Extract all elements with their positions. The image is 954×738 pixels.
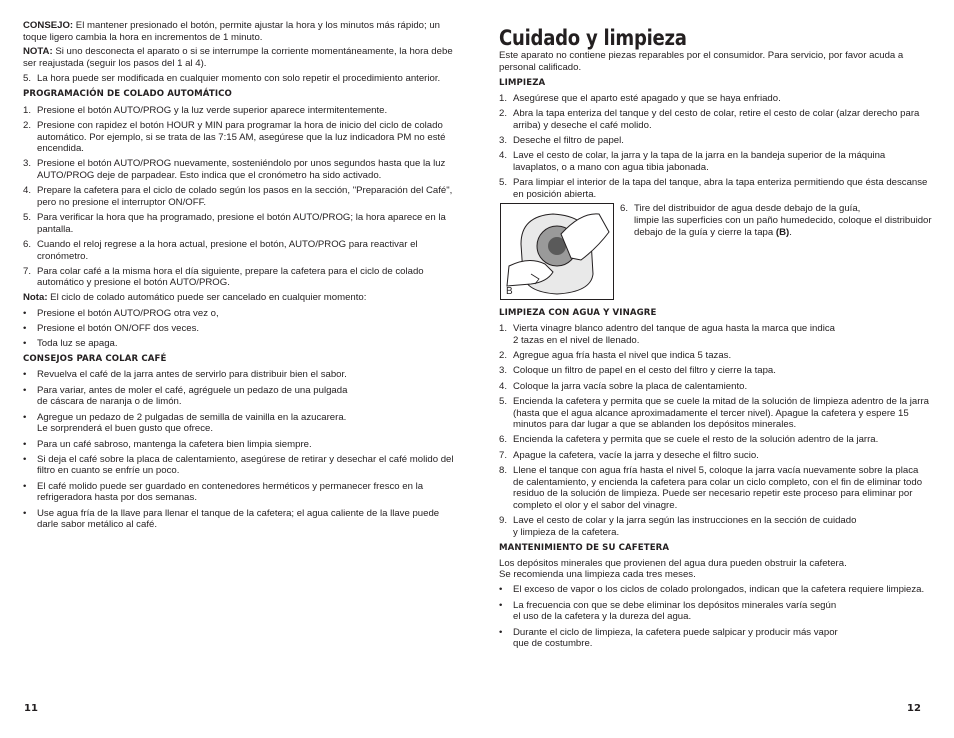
numbered-step xyxy=(499,465,931,511)
bold-text: CONSEJO: xyxy=(23,20,74,31)
paragraph xyxy=(23,20,457,43)
list-marker: • xyxy=(23,453,27,465)
list-marker: 4. xyxy=(499,380,508,392)
bullet-item xyxy=(499,584,931,596)
text-run: 2 tazas en el nivel de llenado. xyxy=(513,334,640,346)
list-marker: 5. xyxy=(499,177,508,189)
text-run: Coloque la jarra vacía sobre la placa de calentamiento. xyxy=(513,380,748,392)
cleaning-illustration-icon xyxy=(501,204,613,299)
bullet-item xyxy=(499,600,931,623)
list-marker: 1. xyxy=(23,104,32,116)
text-run: Para limpiar el interior de la tapa del tanque, abra la tapa enteriza permitiendo que ésta descanse en posición abierta. xyxy=(513,177,928,200)
numbered-step xyxy=(499,108,931,131)
list-item-text xyxy=(513,515,856,538)
bullet-item xyxy=(23,369,457,381)
page-number-left: 11 xyxy=(24,703,38,714)
list-marker: 3. xyxy=(499,135,508,147)
text-run: Si uno desconecta el aparato o si se interrumpe la corriente momentáneamente, la hora debe ser reajustada (seguir los pasos del 1 al 4). xyxy=(23,46,453,69)
left-page-column xyxy=(23,0,457,531)
text-run: El café molido puede ser guardado en contenedores herméticos y permanecer fresco en la refrigeradora hasta por dos semanas. xyxy=(37,480,424,504)
list-marker: 5. xyxy=(23,212,32,224)
list-item-text xyxy=(37,385,347,408)
section-title: Cuidado y limpieza xyxy=(499,26,687,50)
list-marker: 6. xyxy=(620,203,629,215)
numbered-step xyxy=(23,105,457,117)
text-run: Para colar café a la misma hora el día siguiente, prepare la cafetera para el ciclo de colado automático y presione el botón AUTO/PROG. xyxy=(37,265,424,289)
list-item-text xyxy=(513,465,922,511)
list-marker: • xyxy=(23,384,27,396)
section-heading: CONSEJOS PARA COLAR CAFÉ xyxy=(23,354,167,365)
bold-text: Nota: xyxy=(23,292,48,304)
text-run: Agregue agua fría hasta el nivel que indica 5 tazas. xyxy=(513,350,732,362)
bullet-item xyxy=(23,481,457,504)
text-run: y limpieza de la cafetera. xyxy=(513,526,620,538)
list-item-text xyxy=(513,177,927,200)
page-number-right: 12 xyxy=(907,703,921,714)
numbered-step xyxy=(499,150,931,173)
list-marker: • xyxy=(23,480,27,492)
numbered-step xyxy=(23,120,457,155)
bullet-item xyxy=(23,439,457,451)
bullet-item xyxy=(23,385,457,408)
list-item-text xyxy=(37,185,452,208)
paragraph xyxy=(23,46,457,69)
list-marker: 1. xyxy=(499,92,508,104)
numbered-step xyxy=(23,158,457,181)
list-item-text xyxy=(37,212,446,235)
list-item-text xyxy=(513,627,838,650)
section-heading: LIMPIEZA xyxy=(499,77,546,88)
text-run: Deseche el filtro de papel. xyxy=(513,135,624,147)
text-run: Apague la cafetera, vacíe la jarra y deseche el filtro sucio. xyxy=(513,449,759,461)
numbered-step xyxy=(499,323,931,346)
list-item-text xyxy=(513,150,885,173)
text-run: Para verificar la hora que ha programado, presione el botón AUTO/PROG; la hora aparece en la pantalla. xyxy=(37,212,446,235)
text-run: Lave el cesto de colar y la jarra según las instrucciones en la sección de cuidado xyxy=(513,515,857,527)
text-run: Revuelva el café de la jarra antes de servirlo para distribuir bien el sabor. xyxy=(37,369,347,381)
list-item-text xyxy=(513,600,836,623)
text-run: Los depósitos minerales que provienen del agua dura pueden obstruir la cafetera. xyxy=(499,557,847,569)
text-run: Si deja el café sobre la placa de calentamiento, asegúrese de retirar y desechar el café molido del filtro en cuanto se enfríe un poco. xyxy=(37,453,454,477)
list-item-text xyxy=(37,308,219,319)
text-run: Este aparato no contiene piezas reparables por el consumidor. Para servicio, por favor acuda a personal calificado. xyxy=(499,50,904,73)
text-run: Lave el cesto de colar, la jarra y la tapa de la jarra en la bandeja superior de la máquina lavaplatos, o a mano con agua tibia jabonada. xyxy=(513,150,886,173)
list-marker: 7. xyxy=(499,449,508,461)
text-run: Presione el botón AUTO/PROG otra vez o, xyxy=(37,307,219,319)
paragraph xyxy=(499,558,931,581)
text-run: limpie las superficies con un paño humedecido, coloque el distribuidor debajo de la guía y cierre la tapa xyxy=(634,215,932,238)
list-item-text xyxy=(513,135,624,146)
bullet-item xyxy=(23,508,457,531)
numbered-step xyxy=(23,266,457,289)
list-marker: • xyxy=(23,322,27,334)
text-run: Coloque un filtro de papel en el cesto del filtro y cierre la tapa. xyxy=(513,365,776,377)
figure-b-illustration xyxy=(500,203,614,300)
paragraph xyxy=(499,50,931,73)
list-item-text xyxy=(37,158,445,181)
list-marker: • xyxy=(499,599,503,611)
bullet-item xyxy=(499,627,931,650)
text-run: El mantener presionado el botón, permite ajustar la hora y los minutos más rápido; un toque ligero cambia la hora en incrementos de 1 minuto. xyxy=(23,20,441,43)
list-item-text xyxy=(513,450,759,461)
paragraph xyxy=(23,292,457,304)
numbered-step xyxy=(620,203,932,238)
figure-label: B xyxy=(506,285,513,297)
list-marker: • xyxy=(499,626,503,638)
list-item-text xyxy=(513,434,878,445)
numbered-step xyxy=(499,396,931,431)
text-run: La hora puede ser modificada en cualquier momento con solo repetir el procedimiento anterior. xyxy=(37,73,441,85)
list-item-text xyxy=(37,73,440,84)
list-item-text xyxy=(513,365,776,376)
list-item-text xyxy=(37,266,424,289)
numbered-step xyxy=(499,381,931,393)
list-marker: 7. xyxy=(23,265,32,277)
text-run: Encienda la cafetera y permita que se cuele la mitad de la solución de limpieza adentro de la jarra (hasta que el agua alcance aproximadamente el tercer nivel). Apague la cafetera y espere 15 minutos para dar lugar a que se ablanden los depósitos minerales. xyxy=(513,395,929,431)
text-run: Presione el botón ON/OFF dos veces. xyxy=(37,322,200,334)
list-item-text xyxy=(634,203,932,237)
list-item-text xyxy=(37,412,346,435)
text-run: Cuando el reloj regrese a la hora actual, presione el botón, AUTO/PROG para reactivar el cronómetro. xyxy=(37,239,418,262)
list-item-text xyxy=(37,454,454,477)
text-run: Se recomienda una limpieza cada tres meses. xyxy=(499,569,696,581)
section-heading: MANTENIMIENTO DE SU CAFETERA xyxy=(499,542,670,553)
bullet-item xyxy=(23,323,457,335)
text-run: Prepare la cafetera para el ciclo de colado según los pasos en la sección, "Preparación del Café", pero no presione el interruptor ON/OFF. xyxy=(37,185,453,208)
list-marker: • xyxy=(23,307,27,319)
list-item-text xyxy=(513,350,731,361)
list-item-text xyxy=(513,323,835,346)
list-marker: 3. xyxy=(499,365,508,377)
list-item-text xyxy=(37,481,423,504)
cleaning-intro xyxy=(499,50,931,200)
text-run: Presione con rapidez el botón HOUR y MIN para programar la hora de inicio del ciclo de colado automático. Por ejemplo, si se trata de las 7:15 AM, asegúrese que la luz indicadora PM no esté encendida. xyxy=(37,119,446,155)
numbered-step xyxy=(23,185,457,208)
text-run: Vierta vinagre blanco adentro del tanque de agua hasta la marca que indica xyxy=(513,323,835,335)
list-marker: • xyxy=(23,338,27,350)
numbered-step xyxy=(499,450,931,462)
numbered-step xyxy=(499,515,931,538)
bullet-item xyxy=(23,454,457,477)
numbered-step xyxy=(499,434,931,446)
list-item-text xyxy=(513,584,924,595)
text-run: Use agua fría de la llave para llenar el tanque de la cafetera; el agua caliente de la llave puede darle sabor metálico al café. xyxy=(37,507,440,531)
list-marker: 4. xyxy=(499,150,508,162)
bold-text: NOTA: xyxy=(23,46,53,58)
numbered-step xyxy=(499,93,931,105)
list-marker: 5. xyxy=(23,73,32,85)
text-run: El exceso de vapor o los ciclos de colado prolongados, indican que la cafetera requiere limpieza. xyxy=(513,584,925,596)
list-marker: • xyxy=(23,507,27,519)
list-marker: 6. xyxy=(499,434,508,446)
text-run: Encienda la cafetera y permita que se cuele el resto de la solución adentro de la jarra. xyxy=(513,434,879,446)
text-run: Presione el botón AUTO/PROG y la luz verde superior aparece intermitentemente. xyxy=(37,104,388,116)
list-marker: 2. xyxy=(499,350,508,362)
numbered-step xyxy=(23,212,457,235)
list-item-text xyxy=(37,120,446,154)
text-run: Toda luz se apaga. xyxy=(37,338,118,350)
vinegar-cleaning-and-maintenance xyxy=(499,308,931,650)
list-marker: 6. xyxy=(23,239,32,250)
text-run: Le sorprenderá el buen gusto que ofrece. xyxy=(37,423,214,435)
list-marker: 3. xyxy=(23,158,32,170)
list-marker: 9. xyxy=(499,515,508,527)
section-heading: LIMPIEZA CON AGUA Y VINAGRE xyxy=(499,307,657,318)
text-run: Tire del distribuidor de agua desde debajo de la guía, xyxy=(634,203,861,215)
numbered-step xyxy=(499,177,931,200)
list-marker: 2. xyxy=(23,119,32,131)
numbered-step xyxy=(499,365,931,377)
figure-row xyxy=(499,203,931,303)
text-run: Presione el botón AUTO/PROG nuevamente, sosteniéndolo por unos segundos hasta que la luz AUTO/PROG deje de parpadear. Esto indica que el cronómetro ha sido activado. xyxy=(37,158,446,181)
text-run: el uso de la cafetera y la dureza del agua. xyxy=(513,611,692,623)
text-run: Para un café sabroso, mantenga la cafetera bien limpia siempre. xyxy=(37,438,312,450)
list-item-text xyxy=(513,108,919,131)
list-marker: • xyxy=(23,411,27,423)
list-marker: 4. xyxy=(23,185,32,197)
list-item-text xyxy=(37,369,347,380)
list-item-text xyxy=(37,439,312,450)
list-item-text xyxy=(513,93,781,104)
text-run: Para variar, antes de moler el café, agréguele un pedazo de una pulgada xyxy=(37,384,348,396)
list-marker: • xyxy=(499,584,503,596)
numbered-step xyxy=(499,350,931,362)
list-item-text xyxy=(37,323,199,334)
list-item-text xyxy=(37,338,118,349)
text-run: Llene el tanque con agua fría hasta el nivel 5, coloque la jarra vacía nuevamente sobre la placa de calentamiento, y encienda la cafetera para colar un ciclo completo, con el fin de eliminar todo residuo de la solución de limpieza. Puede ser necesario repetir este proceso para eliminar por completo el olor y el sabor del vinagre. xyxy=(513,465,923,511)
list-item-text xyxy=(513,381,747,392)
text-run: Asegúrese que el aparto esté apagado y que se haya enfriado. xyxy=(513,92,781,104)
text-run: de cáscara de naranja o de limón. xyxy=(37,396,182,408)
list-item-text xyxy=(37,508,439,531)
numbered-step xyxy=(499,135,931,147)
section-heading: PROGRAMACIÓN DE COLADO AUTOMÁTICO xyxy=(23,89,232,100)
right-page-column xyxy=(499,0,931,650)
list-marker: 2. xyxy=(499,108,508,120)
list-marker: 1. xyxy=(499,323,508,335)
figure-caption-step xyxy=(620,203,932,238)
bullet-item xyxy=(23,412,457,435)
numbered-step xyxy=(23,239,457,262)
list-marker: 8. xyxy=(499,465,508,476)
numbered-step xyxy=(23,73,457,85)
bold-text: (B) xyxy=(775,226,790,238)
bullet-item xyxy=(23,338,457,350)
bullet-item xyxy=(23,308,457,320)
list-item-text xyxy=(37,105,387,116)
text-run: La frecuencia con que se debe eliminar los depósitos minerales varía según xyxy=(513,599,837,611)
list-marker: • xyxy=(23,438,27,450)
list-item-text xyxy=(513,396,929,430)
list-item-text xyxy=(37,239,418,262)
text-run: . xyxy=(789,226,792,238)
text-run: Abra la tapa enteriza del tanque y del cesto de colar, retire el cesto de colar (alzar derecho para arriba) y deseche el café molido. xyxy=(513,108,920,131)
text-run: que de costumbre. xyxy=(513,638,593,650)
text-run: Agregue un pedazo de 2 pulgadas de semilla de vainilla en la azucarera. xyxy=(37,411,347,423)
text-run: El ciclo de colado automático puede ser cancelado en cualquier momento: xyxy=(47,292,367,304)
text-run: Durante el ciclo de limpieza, la cafetera puede salpicar y producir más vapor xyxy=(513,626,838,638)
list-marker: 5. xyxy=(499,395,508,407)
list-marker: • xyxy=(23,369,27,381)
